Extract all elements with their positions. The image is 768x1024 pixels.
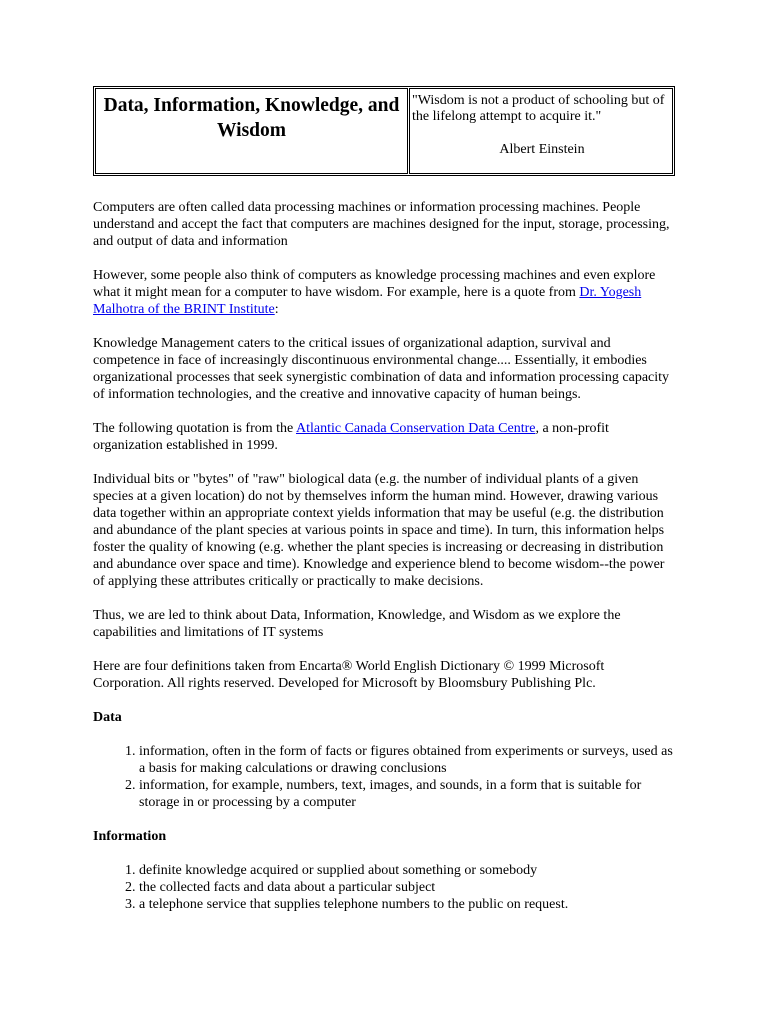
header-table [93, 86, 675, 176]
data-heading: Data [93, 710, 122, 725]
list-item: 2. the collected facts and data about a particular subject [139, 879, 675, 896]
page-title: Data, Information, Knowledge, and Wisdom [103, 95, 400, 141]
quote-cell [409, 88, 673, 174]
paragraph-text: The following quotation is from the [93, 421, 296, 436]
paragraph-text: : [274, 302, 279, 317]
information-definitions-list [93, 862, 675, 913]
paragraph-text: , a non-profit organization established in 1999. [93, 421, 609, 453]
paragraph-malhotra-quote: Knowledge Management caters to the critical issues of organizational adaption, survival and competence in face of increasingly discontinuous environmental change.... Essentially, it embodies organizational processes that seek synergistic combination of data and information processing capacity of information technologies, and the creative and innovative capacity of human beings. [93, 336, 670, 402]
paragraph-encarta: Here are four definitions taken from Encarta® World English Dictionary © 1999 Microsoft Corporation. All rights reserved. Developed for Microsoft by Bloomsbury Publishing Plc. [93, 659, 605, 691]
list-item: 3. a telephone service that supplies telephone numbers to the public on request. [139, 896, 675, 913]
list-item: 1. definite knowledge acquired or supplied about something or somebody [139, 862, 675, 879]
document-page [93, 86, 675, 930]
list-item: 1. information, often in the form of facts or figures obtained from experiments or surveys, used as a basis for making calculations or drawing conclusions [139, 743, 675, 777]
paragraph-computers: Computers are often called data processing machines or information processing machines. People understand and accept the fact that computers are machines designed for the input, storage, processing, and output of data and information [93, 200, 670, 249]
quote-author: Albert Einstein [499, 142, 585, 157]
einstein-quote: "Wisdom is not a product of schooling but of the lifelong attempt to acquire it." [412, 93, 665, 124]
list-item: 2. information, for example, numbers, text, images, and sounds, in a form that is suitable for storage in or processing by a computer [139, 777, 675, 811]
information-heading: Information [93, 829, 167, 844]
data-definitions-list [93, 743, 675, 811]
paragraph-explore: Thus, we are led to think about Data, Information, Knowledge, and Wisdom as we explore the capabilities and limitations of IT systems [93, 608, 621, 640]
atlantic-canada-link[interactable]: Atlantic Canada Conservation Data Centre [295, 421, 536, 436]
paragraph-text: However, some people also think of computers as knowledge processing machines and even explore what it might mean for a computer to have wisdom. For example, here is a quote from [93, 268, 656, 300]
paragraph-atlantic-intro [93, 420, 675, 454]
paragraph-knowledge-machines [93, 267, 675, 318]
title-cell [95, 88, 408, 174]
paragraph-atlantic-quote: Individual bits or "bytes" of "raw" biological data (e.g. the number of individual plants of a given species at a given location) do not by themselves inform the human mind. However, drawing various data together within an appropriate context yields information that may be useful (e.g. the distribution and abundance of the plant species at various points in space and time). In turn, this information helps foster the quality of knowing (e.g. whether the plant species is increasing or decreasing in distribution and abundance over space and time). Knowledge and experience blend to become wisdom--the power of applying these attributes critically or practically to make decisions. [93, 472, 665, 589]
brint-institute-link[interactable]: Dr. Yogesh Malhotra of the BRINT Institute [93, 285, 642, 317]
